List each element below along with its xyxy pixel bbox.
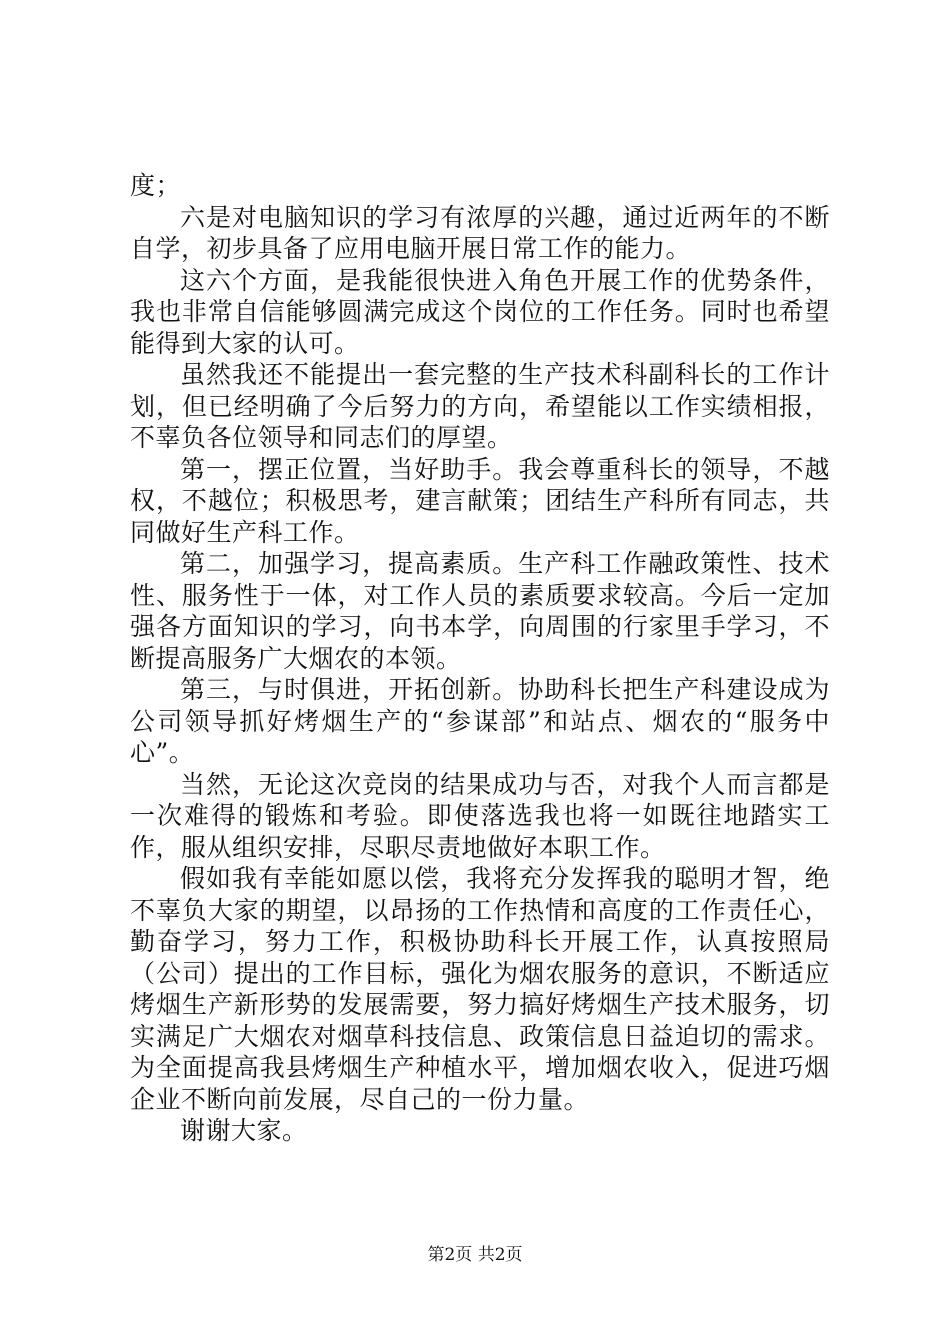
paragraph-point-one: 第一，摆正位置，当好助手。我会尊重科长的领导，不越权，不越位；积极思考，建言献策；团结生产科所有同志，共同做好生产科工作。: [130, 454, 830, 547]
paragraph-commitment: 假如我有幸能如愿以偿，我将充分发挥我的聪明才智，绝不辜负大家的期望，以昂扬的工作热情和高度的工作责任心，勤奋学习，努力工作，积极协助科长开展工作，认真按照局（公司）提出的工作目标，强化为烟农服务的意识，不断适应烤烟生产新形势的发展需要，努力搞好烤烟生产技术服务，切实满足广大烟农对烟草科技信息、政策信息日益迫切的需求。为全面提高我县烤烟生产种植水平，增加烟农收入，促进巧烟企业不断向前发展，尽自己的一份力量。: [130, 864, 830, 1114]
paragraph-advantages: 这六个方面，是我能很快进入角色开展工作的优势条件，我也非常自信能够圆满完成这个岗位的工作任务。同时也希望能得到大家的认可。: [130, 265, 830, 358]
document-body: [130, 170, 830, 1147]
paragraph-computer-skills: 六是对电脑知识的学习有浓厚的兴趣，通过近两年的不断自学，初步具备了应用电脑开展日常工作的能力。: [130, 202, 830, 263]
page-number-footer: 第2页 共2页: [427, 1245, 523, 1265]
paragraph-point-two: 第二，加强学习，提高素质。生产科工作融政策性、技术性、服务性于一体，对工作人员的素质要求较高。今后一定加强各方面知识的学习，向书本学，向周围的行家里手学习，不断提高服务广大烟农的本领。: [130, 549, 830, 673]
paragraph-continuation: 度；: [130, 171, 182, 200]
paragraph-thanks: 谢谢大家。: [180, 1116, 308, 1145]
paragraph-outcome: 当然，无论这次竞岗的结果成功与否，对我个人而言都是一次难得的锻炼和考验。即使落选我也将一如既往地踏实工作，服从组织安排，尽职尽责地做好本职工作。: [130, 769, 830, 862]
paragraph-point-three: 第三，与时俱进，开拓创新。协助科长把生产科建设成为公司领导抓好烤烟生产的“参谋部”和站点、烟农的“服务中心”。: [130, 675, 830, 767]
paragraph-work-plan: 虽然我还不能提出一套完整的生产技术科副科长的工作计划，但已经明确了今后努力的方向，希望能以工作实绩相报，不辜负各位领导和同志们的厚望。: [130, 360, 830, 452]
